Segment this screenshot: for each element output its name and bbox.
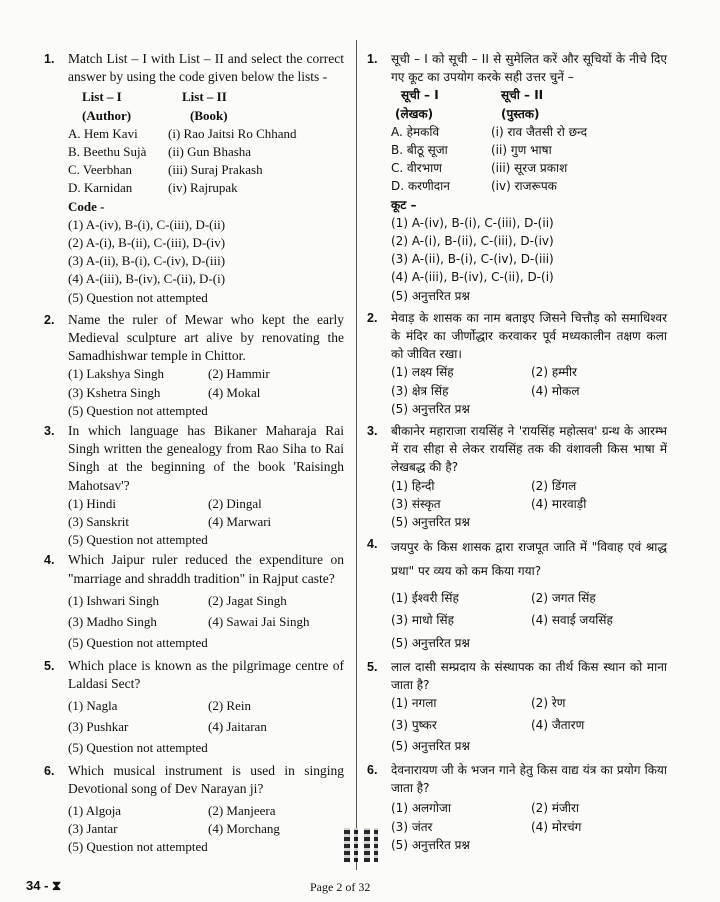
- question-text: सूची – I को सूची – II से सुमेलित करें और सूचियों के नीचे दिए गए कूट का उपयोग करके सही उत्तर चुनें –: [391, 52, 667, 85]
- option-5[interactable]: (5) अनुत्तरित प्रश्न: [391, 837, 470, 852]
- question-3-hi: [367, 422, 667, 531]
- match-row-d-left: D. करणीदान: [391, 179, 450, 194]
- option-3[interactable]: (3) Jantar: [68, 821, 118, 837]
- options: [391, 694, 667, 755]
- list1-sub: (Author): [82, 107, 132, 123]
- list2-header: List – II: [182, 89, 227, 105]
- match-row-a-right: (i) Rao Jaitsi Ro Chhand: [168, 125, 297, 141]
- option-1[interactable]: (1) Lakshya Singh: [68, 366, 165, 382]
- option-1[interactable]: (1) ईश्वरी सिंह: [391, 591, 459, 606]
- option-1[interactable]: (1) हिन्दी: [391, 478, 435, 493]
- match-row-b-left: B. बीठू सूजा: [391, 143, 448, 158]
- option-2[interactable]: (2) डिंगल: [531, 478, 577, 493]
- option-3[interactable]: (3) Kshetra Singh: [68, 384, 161, 400]
- options: [68, 495, 344, 550]
- option-3[interactable]: (3) क्षेत्र सिंह: [391, 383, 449, 398]
- option-4[interactable]: (4) सवाई जयसिंह: [531, 613, 613, 628]
- match-row-d-right: (iv) Rajrupak: [168, 180, 238, 196]
- question-number: 6.: [44, 763, 55, 778]
- option-5[interactable]: (5) अनुत्तरित प्रश्न: [391, 738, 470, 753]
- option-2[interactable]: (2) Dingal: [208, 495, 262, 511]
- option-4[interactable]: (4) जैतारण: [531, 717, 585, 732]
- options: [391, 363, 667, 418]
- footer-code-text: 34 -: [26, 878, 53, 893]
- option-4[interactable]: (4) Marwari: [208, 514, 272, 530]
- option-5[interactable]: (5) Question not attempted: [68, 635, 208, 651]
- question-3-en: [44, 422, 344, 549]
- option-2[interactable]: (2) हम्मीर: [531, 365, 577, 380]
- options: [68, 697, 344, 758]
- option-2[interactable]: (2) मंजीरा: [531, 801, 580, 816]
- options: [68, 592, 344, 653]
- match-row-a-left: A. हेमकवि: [391, 124, 440, 139]
- option-1[interactable]: (1) Ishwari Singh: [68, 592, 159, 608]
- question-2-en: [44, 311, 344, 420]
- hourglass-icon: ⧗: [52, 878, 62, 893]
- match-row-c-right: (iii) Suraj Prakash: [168, 162, 263, 178]
- question-5-hi: [367, 658, 667, 755]
- option-1[interactable]: (1) A-(iv), B-(i), C-(iii), D-(ii): [391, 215, 554, 230]
- list2-header: सूची – II: [501, 88, 544, 103]
- option-3[interactable]: (3) Pushkar: [68, 719, 129, 735]
- question-number: 1.: [44, 52, 55, 66]
- option-3[interactable]: (3) A-(ii), B-(i), C-(iv), D-(iii): [68, 253, 226, 269]
- question-number: 1.: [367, 52, 378, 66]
- option-4[interactable]: (4) Mokal: [208, 384, 261, 400]
- options: [68, 365, 344, 420]
- page-footer: [0, 878, 720, 898]
- option-1[interactable]: (1) Hindi: [68, 495, 117, 511]
- question-number: 2.: [44, 312, 55, 327]
- question-number: 6.: [367, 762, 378, 777]
- footer-code: [26, 878, 61, 894]
- match-row-a-right: (i) राव जैतसी रो छन्द: [491, 124, 588, 139]
- list2-sub: (Book): [190, 107, 228, 123]
- option-2[interactable]: (2) Hammir: [208, 366, 270, 382]
- option-3[interactable]: (3) जंतर: [391, 819, 433, 834]
- option-5[interactable]: (5) Question not attempted: [68, 839, 208, 855]
- question-text: मेवाड़ के शासक का नाम बताइए जिसने चित्तौड़ को समाधिश्वर के मंदिर का जीर्णोद्धार करवाकर पूर्व मध्यकालीन तक्षण कला को जीवित रखा।: [391, 310, 667, 362]
- question-text: लाल दासी सम्प्रदाय के संस्थापक का तीर्थ किस स्थान को माना जाता है?: [391, 659, 667, 693]
- option-2[interactable]: (2) Jagat Singh: [208, 592, 287, 608]
- option-4[interactable]: (4) A-(iii), B-(iv), C-(ii), D-(i): [68, 271, 226, 287]
- match-row-b-right: (ii) गुण भाषा: [491, 143, 552, 158]
- option-5[interactable]: (5) अनुत्तरित प्रश्न: [391, 635, 470, 650]
- list1-header: सूची – I: [401, 88, 439, 103]
- option-4[interactable]: (4) मारवाड़ी: [531, 496, 587, 511]
- match-row-b-left: B. Beethu Sujà: [68, 144, 147, 160]
- match-row-c-left: C. वीरभाण: [391, 161, 442, 176]
- options: [391, 799, 667, 854]
- option-1[interactable]: (1) नगला: [391, 696, 437, 711]
- question-text: In which language has Bikaner Maharaja Rai Singh written the genealogy from Rao Siha to Rai Singh at the beginning of the book 'Raisingh Mahotsav'?: [68, 423, 344, 493]
- option-1[interactable]: (1) A-(iv), B-(i), C-(iii), D-(ii): [68, 216, 226, 232]
- match-row-b-right: (ii) Gun Bhasha: [168, 144, 252, 160]
- match-row-d-left: D. Karnidan: [68, 180, 133, 196]
- option-2[interactable]: (2) जगत सिंह: [531, 591, 596, 606]
- question-4-en: [44, 551, 344, 652]
- question-6-hi: [367, 761, 667, 854]
- question-5-en: [44, 657, 344, 758]
- match-table: [391, 86, 667, 195]
- hindi-column: [367, 50, 667, 856]
- question-text: Match List – I with List – II and select the correct answer by using the code given below the lists -: [68, 51, 344, 85]
- option-2[interactable]: (2) Manjeera: [208, 802, 276, 818]
- option-2[interactable]: (2) रेण: [531, 696, 566, 711]
- question-text: Name the ruler of Mewar who kept the early Medieval sculpture art alive by renovating the Samadhishwar temple in Chittor.: [68, 311, 344, 364]
- english-column: [44, 50, 344, 859]
- match-row-a-left: A. Hem Kavi: [68, 125, 138, 141]
- options: [68, 802, 344, 857]
- question-text: बीकानेर महाराजा रायसिंह ने 'रायसिंह महोत्सव' ग्रन्थ के आरम्भ में राव सीहा से लेकर रायसिंह तक की वंशावली किस भाषा में लेखबद्ध की है?: [391, 424, 667, 475]
- qr-code-icon: [344, 828, 378, 862]
- option-5[interactable]: (5) अनुत्तरित प्रश्न: [391, 515, 470, 530]
- question-4-hi: [367, 535, 667, 652]
- question-number: 5.: [367, 659, 378, 674]
- question-number: 4.: [44, 553, 55, 568]
- options: [391, 477, 667, 532]
- option-4[interactable]: (4) Jaitaran: [208, 719, 267, 735]
- page-number: Page 2 of 32: [310, 880, 371, 894]
- option-1[interactable]: (1) लक्ष्य सिंह: [391, 365, 454, 380]
- option-1[interactable]: (1) Algoja: [68, 802, 122, 818]
- option-5[interactable]: (5) Question not attempted: [68, 740, 208, 756]
- option-5[interactable]: (5) अनुत्तरित प्रश्न: [391, 401, 470, 416]
- option-2[interactable]: (2) A-(i), B-(ii), C-(iii), D-(iv): [68, 235, 226, 251]
- question-2-hi: [367, 309, 667, 418]
- option-4[interactable]: (4) Sawai Jai Singh: [208, 614, 310, 630]
- option-4[interactable]: (4) मोकल: [531, 383, 580, 398]
- option-4[interactable]: (4) Morchang: [208, 821, 280, 837]
- match-row-c-left: C. Veerbhan: [68, 162, 133, 178]
- question-number: 3.: [44, 424, 55, 439]
- option-3[interactable]: (3) पुष्कर: [391, 717, 437, 732]
- option-5[interactable]: (5) Question not attempted: [68, 402, 208, 418]
- option-2[interactable]: (2) Rein: [208, 697, 251, 713]
- question-number: 2.: [367, 310, 378, 325]
- match-table: [68, 88, 344, 197]
- option-5[interactable]: (5) Question not attempted: [68, 289, 208, 305]
- option-3[interactable]: (3) Madho Singh: [68, 614, 157, 630]
- question-6-en: [44, 762, 344, 857]
- question-number: 3.: [367, 424, 378, 439]
- list1-sub: (लेखक): [395, 106, 434, 121]
- list2-sub: (पुस्तक): [501, 106, 540, 121]
- list1-header: List – I: [82, 89, 122, 105]
- match-row-c-right: (iii) सूरज प्रकाश: [491, 161, 568, 176]
- question-text: देवनारायण जी के भजन गाने हेतु किस वाद्य यंत्र का प्रयोग किया जाता है?: [391, 762, 667, 796]
- code-label: Code -: [68, 198, 105, 214]
- question-number: 5.: [44, 658, 55, 673]
- question-text: Which place is known as the pilgrimage centre of Laldasi Sect?: [68, 657, 344, 691]
- option-3[interactable]: (3) माधो सिंह: [391, 613, 454, 628]
- option-2[interactable]: (2) A-(i), B-(ii), C-(iii), D-(iv): [391, 234, 554, 249]
- option-4[interactable]: (4) A-(iii), B-(iv), C-(ii), D-(i): [391, 270, 554, 285]
- question-text: Which Jaipur ruler reduced the expenditure on "marriage and shraddh tradition" in Rajput caste?: [68, 552, 344, 586]
- question-1-hi: [367, 50, 667, 305]
- question-text: जयपुर के किस शासक द्वारा राजपूत जाति में "विवाह एवं श्राद्ध प्रथा" पर व्यय को कम किया गया?: [391, 540, 667, 579]
- option-3[interactable]: (3) संस्कृत: [391, 496, 441, 511]
- option-4[interactable]: (4) मोरचंग: [531, 819, 582, 834]
- question-1-en: [44, 50, 344, 307]
- option-1[interactable]: (1) अलगोजा: [391, 801, 451, 816]
- code-label: कूट –: [391, 197, 417, 212]
- option-5[interactable]: (5) अनुत्तरित प्रश्न: [391, 288, 470, 303]
- option-5[interactable]: (5) Question not attempted: [68, 532, 208, 548]
- question-text: Which musical instrument is used in singing Devotional song of Dev Narayan ji?: [68, 762, 344, 796]
- options: [391, 589, 667, 652]
- option-3[interactable]: (3) Sanskrit: [68, 514, 130, 530]
- question-number: 4.: [367, 537, 378, 552]
- option-1[interactable]: (1) Nagla: [68, 697, 118, 713]
- match-row-d-right: (iv) राजरूपक: [491, 179, 557, 194]
- option-3[interactable]: (3) A-(ii), B-(i), C-(iv), D-(iii): [391, 252, 554, 267]
